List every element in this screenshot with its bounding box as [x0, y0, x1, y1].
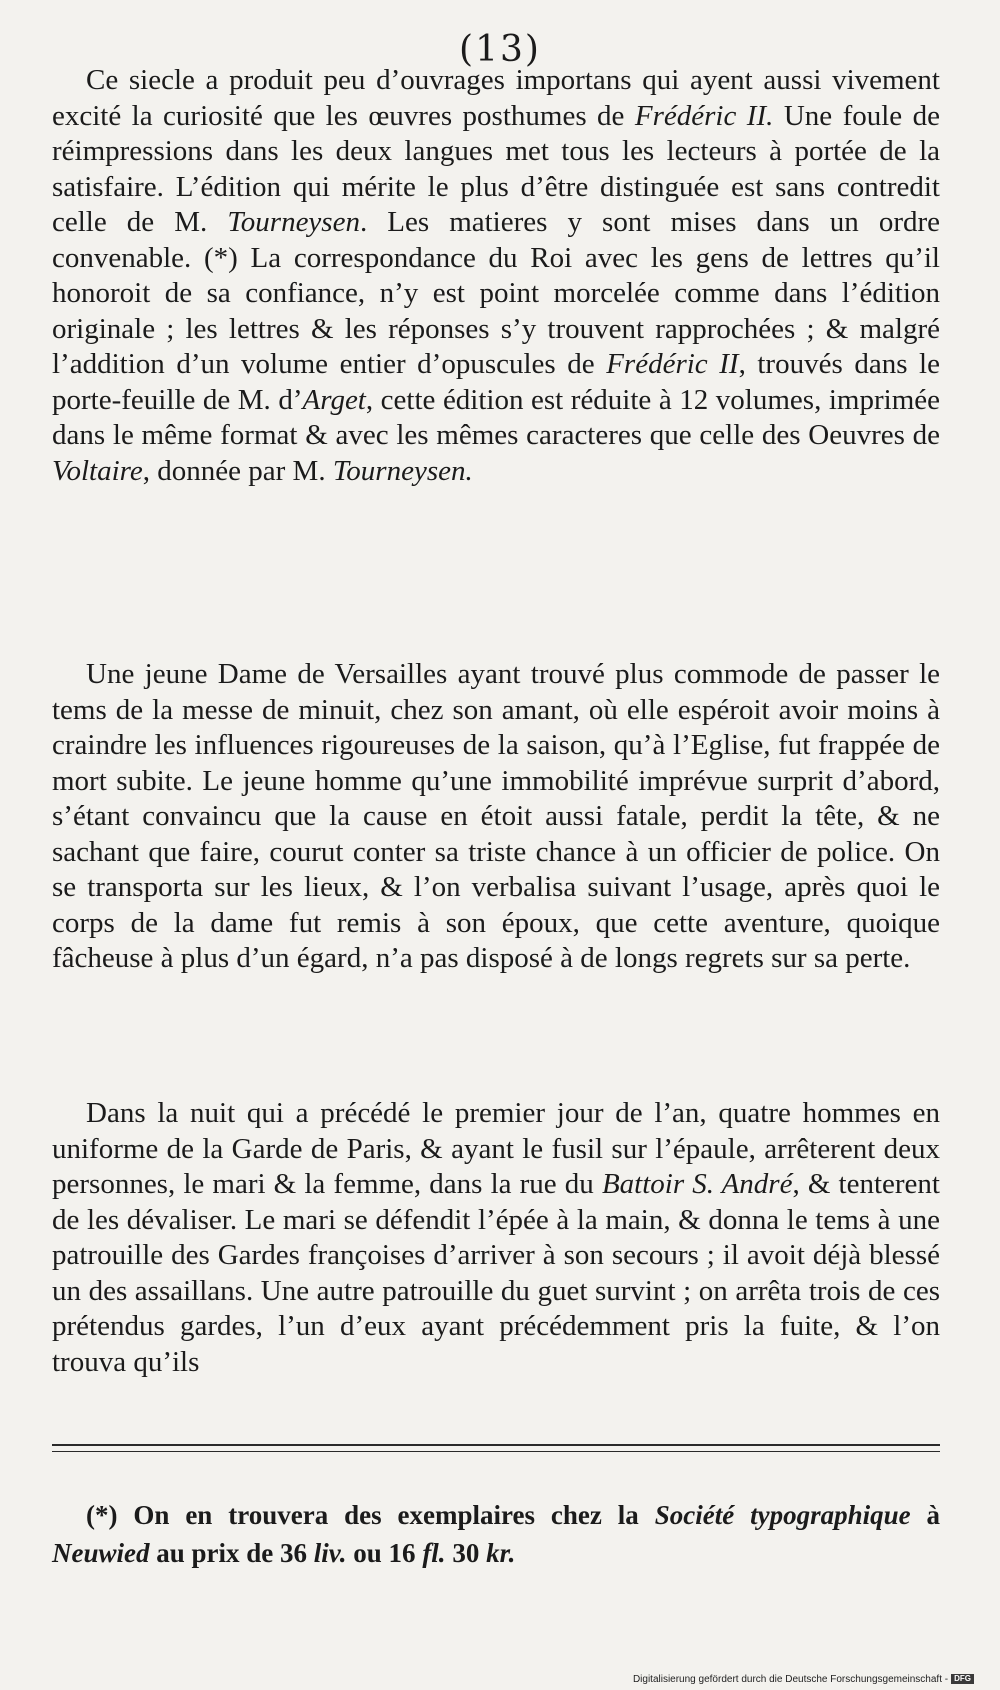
footnote-divider-thin — [52, 1451, 940, 1452]
paragraph-text — [52, 63, 940, 489]
footnote — [52, 1496, 940, 1572]
text-run: 30 — [445, 1538, 487, 1568]
text-run: (*) On en trouvera des exemplaires chez la — [86, 1500, 655, 1530]
italic-street-name: Battoir S. André — [601, 1168, 793, 1200]
italic-unit: kr. — [486, 1538, 516, 1568]
text-run: au prix de 36 — [149, 1538, 314, 1568]
text-run: . Les matieres y sont mises dans un ordre convenable. (*) La correspondance du Roi avec les gens de lettres qu’il honoroit de sa confiance, n’y est point morcelée comme dans l’édition originale ; les lettres & les réponses s’y trouvent rapprochées ; & malgré l’addition d’un volume entier d’opuscules de — [52, 206, 941, 380]
italic-name-tourneysen: Tourneysen. — [332, 454, 473, 487]
text-run: , donnée par M. — [142, 454, 333, 487]
italic-name-arget: Arget — [302, 383, 366, 416]
italic-name-frederic: Frédéric II. — [634, 99, 774, 132]
italic-name-voltaire: Voltaire — [52, 454, 143, 487]
italic-publisher: Société typographique — [654, 1500, 911, 1530]
italic-name-frederic: Frédéric II — [606, 348, 739, 380]
credit-text: Digitalisierung gefördert durch die Deutsche Forschungsgemeinschaft - — [632, 1674, 949, 1685]
text-run: , cette édition est réduite à 12 volumes, imprimée dans le même format & avec les mêmes caracteres que celle des Oeuvres de — [52, 383, 940, 451]
footnote-text — [52, 1496, 940, 1572]
text-run: , & tenterent de les dévaliser. Le mari se défendit l’épée à la main, & donna le tems à une patrouille des Gardes françoises d’arriver à son secours ; il avoit déjà blessé un des assaillans. Une autre patrouille du guet survint ; on arrêta trois de ces prétendus gardes, l’un d’eux ayant précédemment pris la fuite, & l’on trouva qu’ils — [52, 1168, 940, 1378]
italic-place: Neuwied — [52, 1538, 150, 1568]
digitization-credit — [633, 1674, 974, 1686]
page-number: (13) — [459, 29, 541, 70]
text-run: ou 16 — [346, 1538, 423, 1568]
paragraph-versailles-lady — [52, 657, 940, 977]
text-run: Une foule de réimpressions dans les deux langues met tous les lecteurs à portée de la satisfaire. L’édition qui mérite le plus d’être distinguée est sans contredit celle de M. — [52, 99, 940, 238]
paragraph-text: Une jeune Dame de Versailles ayant trouvé plus commode de passer le tems de la messe de minuit, chez son amant, où elle espéroit avoir moins à craindre les influences rigoureuses de la saison, qu’à l’Eglise, fut frappée de mort subite. Le jeune homme qu’une immobilité imprévue surprit d’abord, s’étant convaincu que la cause en étoit aussi fatale, perdit la tête, & ne sachant que faire, courut conter sa triste chance à un officier de police. On se transporta sur les lieux, & l’on verbalisa suivant l’usage, après quoi le corps de la dame fut remis à son époux, que cette aventure, quoique fâcheuse à plus d’un égard, n’a pas disposé à de longs regrets sur sa perte. — [52, 658, 940, 974]
text-run: , trouvés dans le porte-feuille de M. d’ — [52, 348, 940, 416]
paragraph-new-year-robbery — [52, 1096, 940, 1380]
text-run: Dans la nuit qui a précédé le premier jour de l’an, quatre hommes en uniforme de la Garde de Paris, & ayant le fusil sur l’épaule, arrêterent deux personnes, le mari & la femme, dans la rue du — [52, 1097, 940, 1200]
text-run: Ce siecle a produit peu d’ouvrages importans qui ayent aussi vivement excité la curiosité que les œuvres posthumes de — [52, 64, 940, 132]
italic-name-tourneysen: Tourneysen — [227, 206, 360, 238]
italic-unit: liv. — [313, 1538, 347, 1568]
italic-unit: fl. — [422, 1538, 446, 1568]
footnote-divider — [52, 1444, 940, 1446]
dfg-logo: DFG — [951, 1674, 974, 1684]
paragraph-text — [52, 1096, 940, 1380]
paragraph-frederic-ii-edition — [52, 63, 940, 489]
text-run: à — [910, 1500, 941, 1530]
